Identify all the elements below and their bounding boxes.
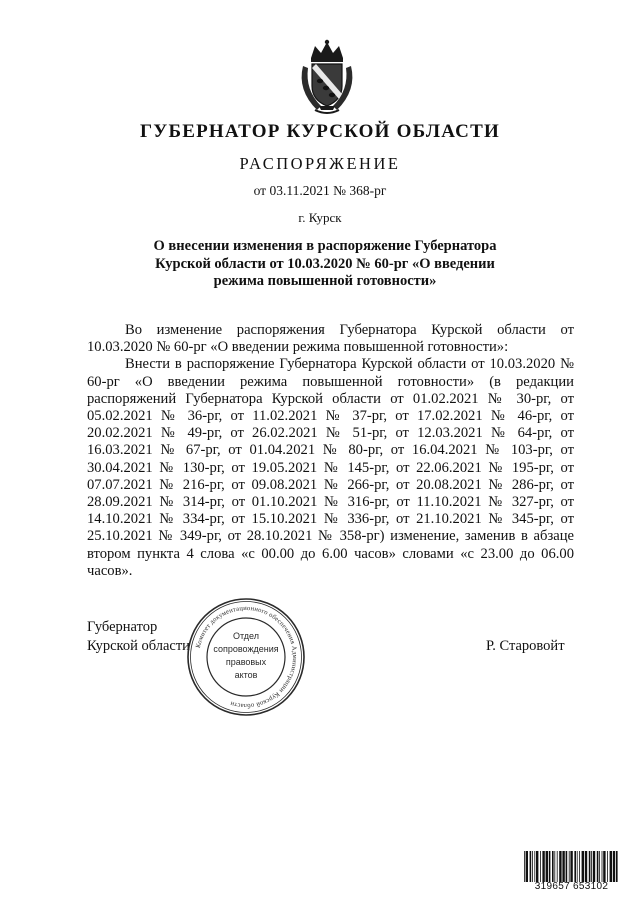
barcode-bar	[602, 851, 603, 882]
barcode-bar	[546, 851, 548, 882]
barcode-bar	[585, 851, 587, 882]
signatory-position-line-2: Курской области	[87, 638, 190, 654]
barcode-bar	[557, 851, 558, 882]
coat-of-arms-emblem	[295, 38, 359, 116]
stamp-center-line-3: правовых	[225, 657, 267, 667]
barcode-bar	[530, 851, 532, 882]
barcode-bar	[613, 851, 615, 882]
official-stamp	[184, 595, 308, 719]
barcode-bars	[523, 851, 620, 882]
barcode-bar	[591, 851, 592, 882]
barcode-bar	[577, 851, 578, 882]
barcode-bar	[589, 851, 591, 882]
barcode-bar	[569, 851, 570, 882]
barcode-bar	[526, 851, 528, 882]
barcode-bar	[536, 851, 538, 882]
barcode-bar	[542, 851, 544, 882]
document-city: г. Курск	[298, 210, 342, 225]
stamp-center-line-1: Отдел	[232, 631, 260, 641]
barcode-bar	[552, 851, 554, 882]
barcode-bar	[597, 851, 599, 882]
document-subject: О внесении изменения в распоряжение Губернатора Курской области от 10.03.2020 № 60-рг «О введении режима повышенной готовности»	[153, 238, 497, 289]
barcode-bar	[593, 851, 595, 882]
barcode-bar	[616, 851, 618, 882]
barcode-bar	[599, 851, 600, 882]
barcode-bar	[549, 851, 551, 882]
issuer-title: ГУБЕРНАТОР КУРСКОЙ ОБЛАСТИ	[140, 121, 500, 142]
barcode-bar	[603, 851, 605, 882]
signatory-position	[87, 618, 190, 656]
barcode-bar	[559, 851, 561, 882]
barcode-bar	[610, 851, 612, 882]
stamp-center-line-4: актов	[234, 670, 258, 680]
signatory-name: Р. Старовойт	[486, 638, 565, 654]
barcode-bar	[532, 851, 533, 882]
stamp-ring-text: Комитет документационного обеспечения Администрации Курской области	[194, 604, 299, 710]
barcode-bar	[566, 851, 568, 882]
barcode-bar	[570, 851, 572, 882]
barcode-number: 319657 653102	[534, 881, 609, 892]
barcode-bar	[534, 851, 535, 882]
document-barcode	[523, 851, 620, 893]
barcode-bar	[579, 851, 580, 882]
signatory-position-line-1: Губернатор	[87, 619, 158, 635]
barcode-bar	[524, 851, 525, 882]
barcode-bar	[574, 851, 576, 882]
body-paragraph-2: Внести в распоряжение Губернатора Курской области от 10.03.2020 № 60-рг «О введении режима повышенной готовности» (в редакции распоряжений Губернатора Курской области от 01.02.2021 № 30-рг, от 05.02.2021 № 36-рг, от 11.02.2021 № 37-рг, от 17.02.2021 № 46-рг, от 20.02.2021 № 49-рг, от 26.02.2021 № 51-рг, от 12.03.2021 № 64-рг, от 16.03.2021 № 67-рг, от 01.04.2021 № 80-рг, от 16.04.2021 № 103-рг, от 30.04.2021 № 130-рг, от 19.05.2021 № 145-рг, от 22.06.2021 № 195-рг, от 07.07.2021 № 216-рг, от 09.08.2021 № 266-рг, от 20.08.2021 № 286-рг, от 28.09.2021 № 314-рг, от 01.10.2021 № 316-рг, от 11.10.2021 № 327-рг, от 14.10.2021 № 334-рг, от 15.10.2021 № 336-рг, от 21.10.2021 № 345-рг, от 25.10.2021 № 349-рг, от 28.10.2021 № 358-рг) изменение, заменив в абзаце втором пункта 4 слова «с 00.00 до 6.00 часов» словами «с 23.00 до 06.00 часов».	[87, 356, 574, 579]
stamp-center-line-2: сопровождения	[213, 644, 279, 654]
body-paragraph-1: Во изменение распоряжения Губернатора Курской области от 10.03.2020 № 60-рг «О введении режима повышенной готовности»:	[87, 322, 574, 356]
barcode-bar	[582, 851, 584, 882]
barcode-bar	[554, 851, 555, 882]
document-body	[87, 322, 574, 580]
barcode-bar	[562, 851, 564, 882]
barcode-bar	[607, 851, 608, 882]
document-type: РАСПОРЯЖЕНИЕ	[239, 154, 401, 173]
document-date-number: от 03.11.2021 № 368-рг	[253, 183, 387, 198]
barcode-bar	[540, 851, 541, 882]
